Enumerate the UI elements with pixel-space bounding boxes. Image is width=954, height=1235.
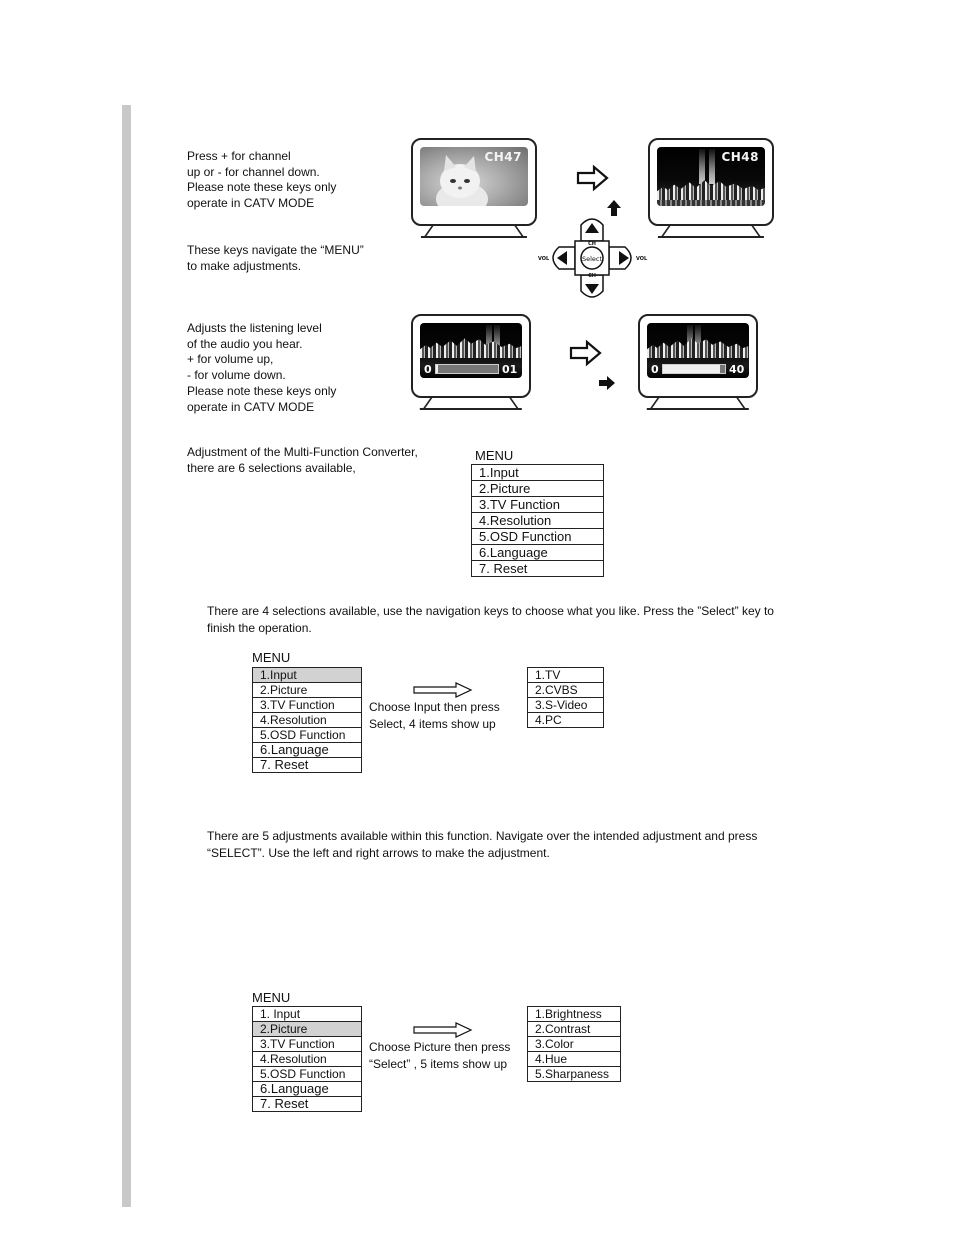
menu-item-reset[interactable]: 7. Reset	[253, 1097, 362, 1112]
tv-stand	[661, 396, 735, 410]
tv-bezel	[411, 314, 531, 398]
menu-item-picture[interactable]: 2.Picture	[253, 1022, 362, 1037]
menu-item-language[interactable]: 6.Language	[472, 545, 604, 561]
volume-bar	[424, 363, 518, 375]
channel-up-label: CH	[588, 241, 596, 247]
picture-instructions: There are 5 adjustments available within this function. Navigate over the intended adjustment and press “SELECT”. Use the left and right arrows to make the adjustment.	[207, 829, 758, 860]
picture-caption: Choose Picture then press “Select” , 5 items show up	[369, 1040, 511, 1071]
volume-down-label: VOL	[538, 256, 550, 262]
volume-min-label: 0	[651, 362, 659, 376]
submenu-item-brightness[interactable]: 1.Brightness	[528, 1007, 621, 1022]
select-button-label: Select	[581, 255, 603, 263]
volume-instructions: Adjusts the listening level of the audio you hear. + for volume up, - for volume down. Please note these keys only operate in CATV MODE	[187, 321, 337, 414]
tv-stand	[435, 224, 513, 238]
volume-level-label: 01	[502, 362, 518, 376]
volume-track	[435, 364, 499, 374]
channel-instructions: Press + for channel up or - for channel down. Please note these keys only operate in CATV MODE	[187, 149, 337, 211]
menu-item-input[interactable]: 1.Input	[472, 465, 604, 481]
input-menu	[252, 667, 362, 773]
submenu-item-cvbs[interactable]: 2.CVBS	[528, 683, 604, 698]
menu-item-resolution[interactable]: 4.Resolution	[253, 713, 362, 728]
volume-up-label: VOL	[636, 256, 648, 262]
navigation-dpad	[535, 215, 651, 301]
menu-item-reset[interactable]: 7. Reset	[472, 561, 604, 577]
menu-item-tv-function[interactable]: 3.TV Function	[472, 497, 604, 513]
input-submenu	[527, 667, 604, 728]
tv-screen-city	[647, 323, 749, 378]
transition-arrow-icon	[570, 341, 602, 365]
menu-item-reset[interactable]: 7. Reset	[253, 758, 362, 773]
tv-before-channel-change	[411, 138, 537, 238]
tv-screen-kitten	[420, 147, 528, 206]
volume-track	[662, 364, 726, 374]
volume-min-label: 0	[424, 362, 432, 376]
transition-arrow-icon	[577, 166, 609, 190]
menu-item-picture[interactable]: 2.Picture	[253, 683, 362, 698]
right-arrow-icon	[598, 375, 616, 391]
menu-title: MENU	[252, 990, 291, 1005]
menu-item-language[interactable]: 6.Language	[253, 1082, 362, 1097]
picture-menu	[252, 1006, 362, 1112]
right-arrow-icon	[413, 682, 473, 698]
submenu-item-s-video[interactable]: 3.S-Video	[528, 698, 604, 713]
right-arrow-icon	[413, 1022, 473, 1038]
volume-bar	[651, 363, 745, 375]
tv-after-channel-change	[648, 138, 774, 238]
nav-instructions: These keys navigate the “MENU” to make adjustments.	[187, 243, 364, 273]
tv-bezel	[411, 138, 537, 226]
input-instructions: There are 4 selections available, use the navigation keys to choose what you like. Press the ”Select” key to finish the operation.	[207, 604, 774, 635]
submenu-item-tv[interactable]: 1.TV	[528, 668, 604, 683]
menu-item-picture[interactable]: 2.Picture	[472, 481, 604, 497]
channel-down-label: CH	[588, 273, 596, 279]
page-margin-bar	[122, 105, 131, 1207]
submenu-item-color[interactable]: 3.Color	[528, 1037, 621, 1052]
submenu-item-hue[interactable]: 4.Hue	[528, 1052, 621, 1067]
tv-before-volume-change	[411, 314, 531, 410]
tv-screen-city	[657, 147, 765, 206]
tv-bezel	[638, 314, 758, 398]
menu-item-input[interactable]: 1. Input	[253, 1007, 362, 1022]
menu-item-resolution[interactable]: 4.Resolution	[253, 1052, 362, 1067]
tv-stand	[434, 396, 508, 410]
input-caption: Choose Input then press Select, 4 items show up	[369, 700, 500, 731]
menu-item-osd-function[interactable]: 5.OSD Function	[253, 728, 362, 743]
menu-instructions: Adjustment of the Multi-Function Converter, there are 6 selections available,	[187, 445, 418, 475]
picture-submenu	[527, 1006, 621, 1082]
menu-title: MENU	[252, 650, 291, 665]
menu-item-resolution[interactable]: 4.Resolution	[472, 513, 604, 529]
submenu-item-sharpness[interactable]: 5.Sharpaness	[528, 1067, 621, 1082]
menu-item-tv-function[interactable]: 3.TV Function	[253, 1037, 362, 1052]
menu-item-osd-function[interactable]: 5.OSD Function	[472, 529, 604, 545]
submenu-item-contrast[interactable]: 2.Contrast	[528, 1022, 621, 1037]
menu-item-input[interactable]: 1.Input	[253, 668, 362, 683]
tv-screen-city	[420, 323, 522, 378]
channel-number-label: CH47	[484, 150, 522, 164]
tv-stand	[672, 224, 750, 238]
menu-item-tv-function[interactable]: 3.TV Function	[253, 698, 362, 713]
tv-after-volume-change	[638, 314, 758, 410]
menu-title: MENU	[475, 448, 514, 463]
menu-item-language[interactable]: 6.Language	[253, 743, 362, 758]
menu-item-osd-function[interactable]: 5.OSD Function	[253, 1067, 362, 1082]
volume-level-label: 40	[729, 362, 745, 376]
tv-bezel	[648, 138, 774, 226]
main-menu	[471, 464, 604, 577]
channel-number-label: CH48	[721, 150, 759, 164]
submenu-item-pc[interactable]: 4.PC	[528, 713, 604, 728]
